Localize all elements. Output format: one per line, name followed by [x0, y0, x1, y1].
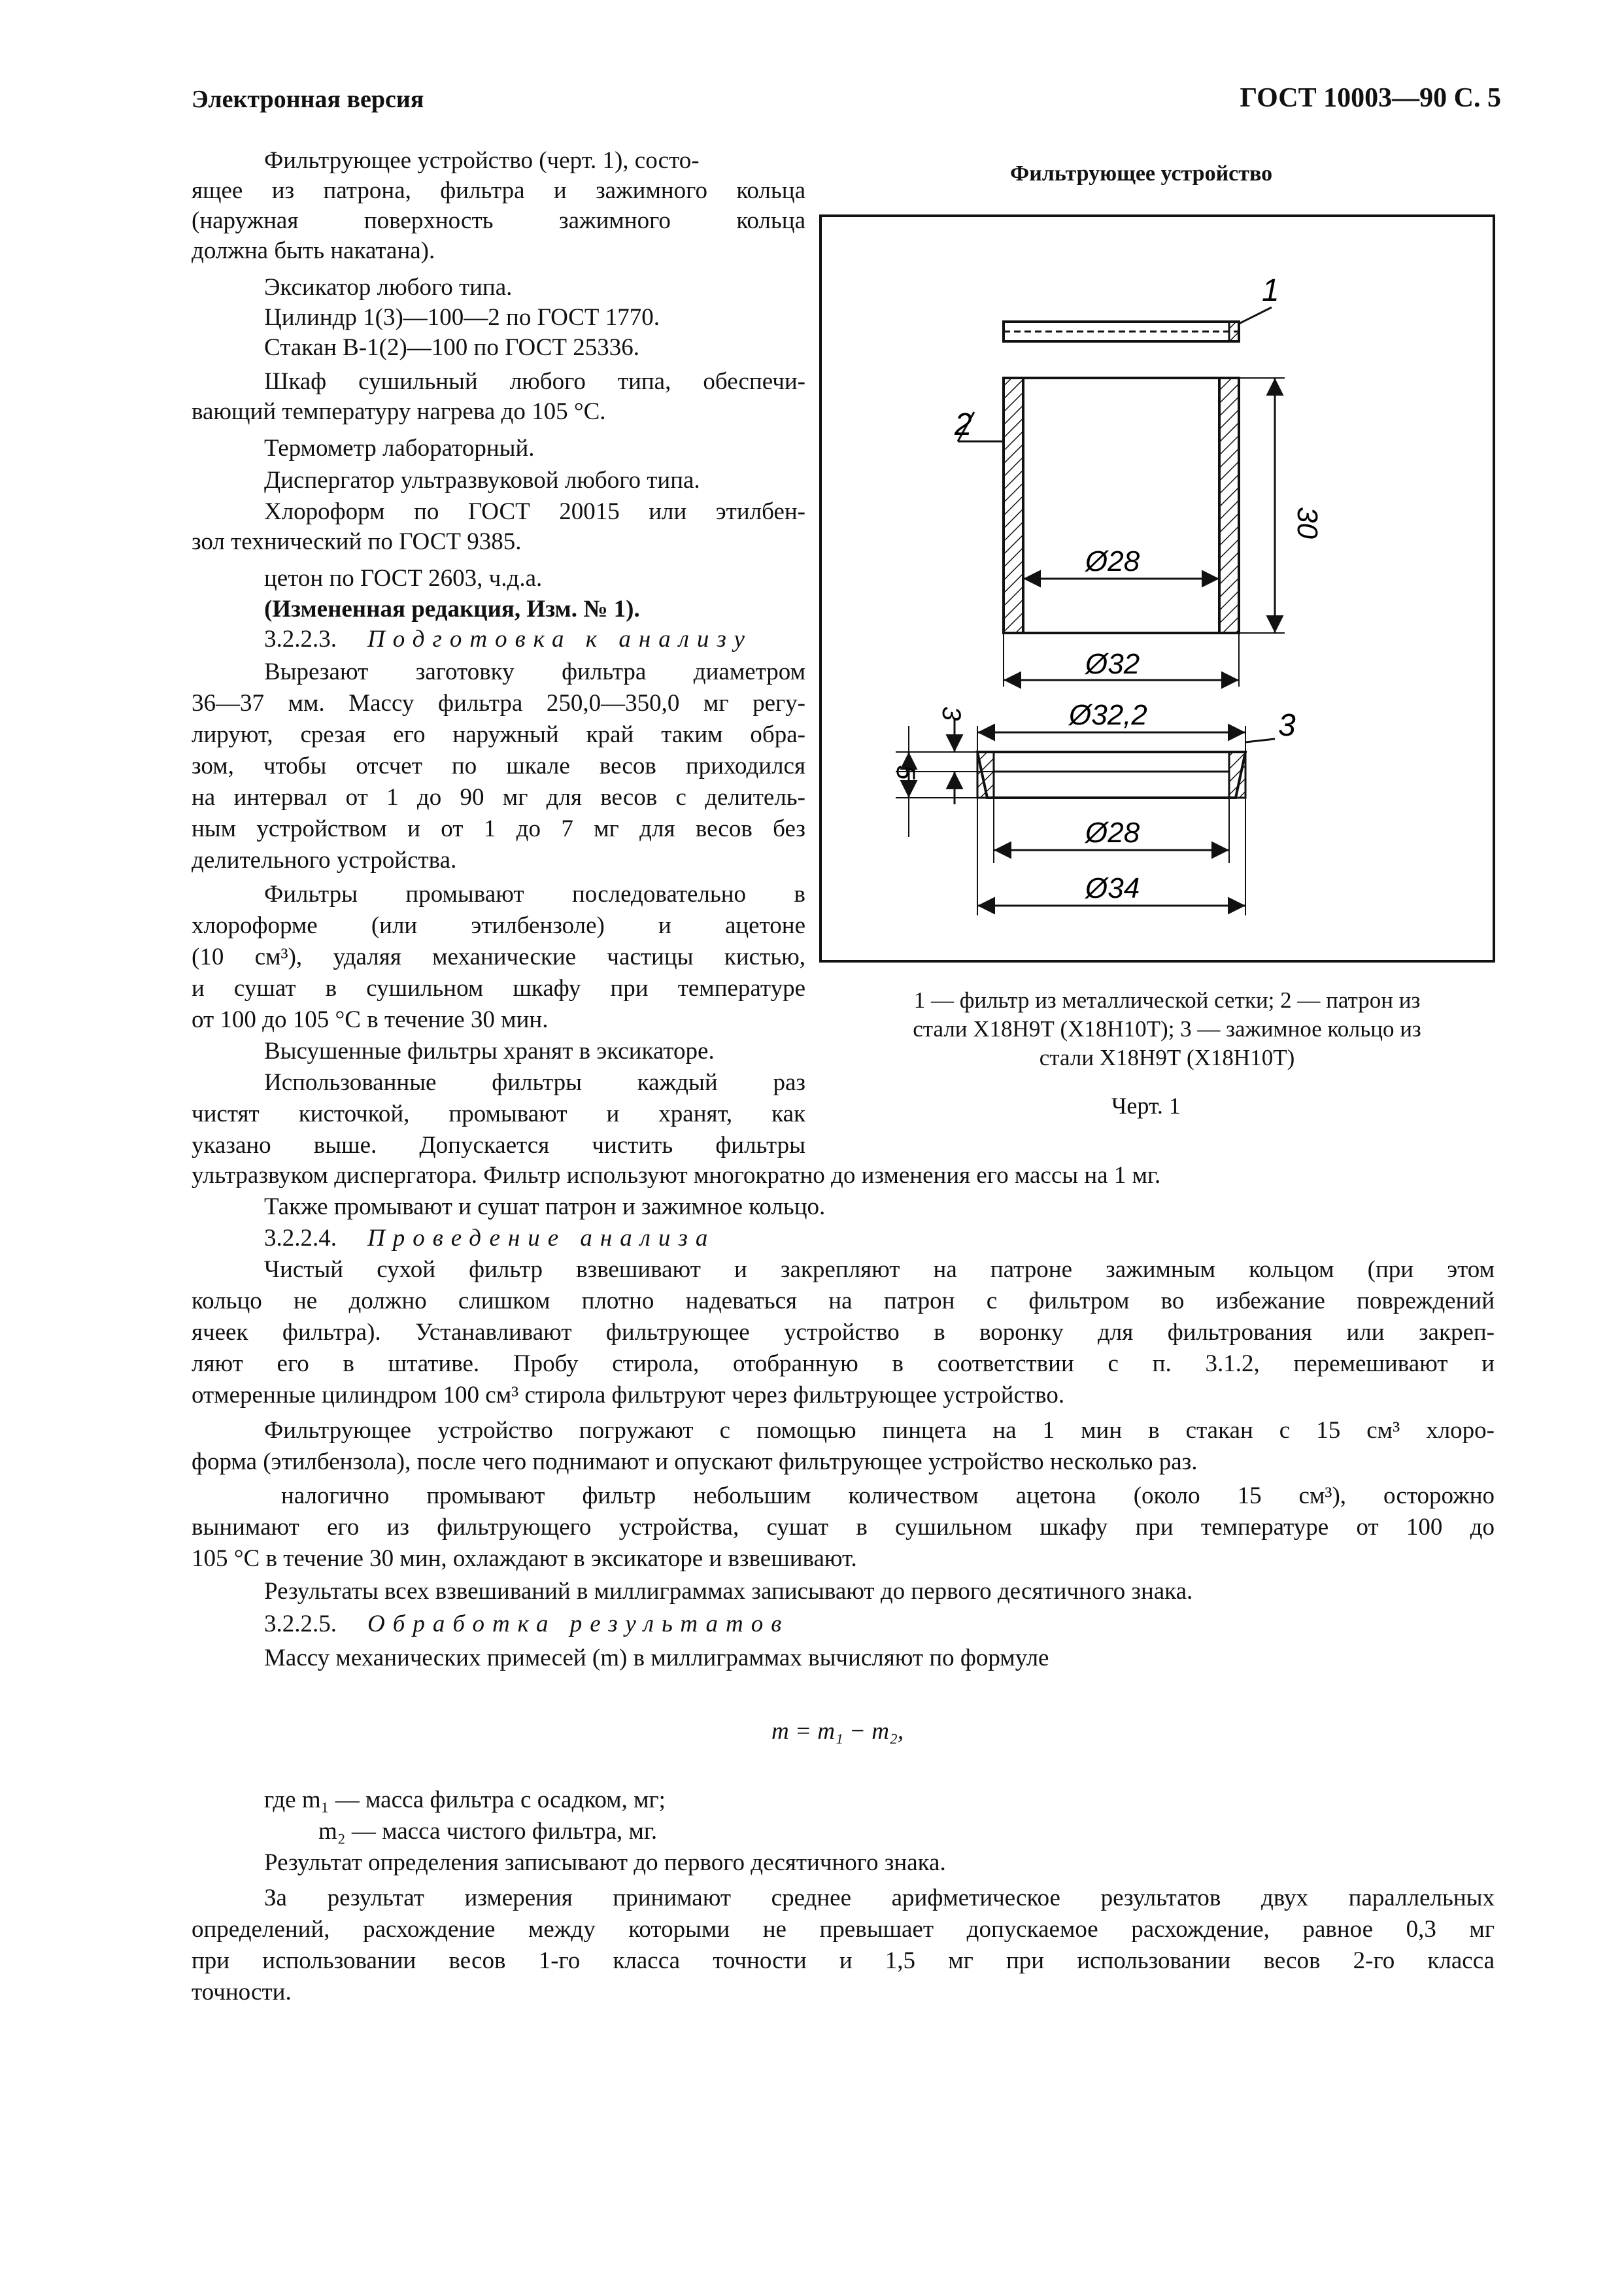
- text-line: Результаты всех взвешиваний в миллиграммах записывают до первого десятичного знака.: [264, 1578, 1193, 1605]
- text-line: должна быть накатана).: [192, 237, 435, 264]
- text-line: точности.: [192, 1979, 292, 2006]
- text-line: Стакан В-1(2)—100 по ГОСТ 25336.: [264, 334, 639, 361]
- cartridge-part: [958, 378, 1239, 633]
- text-line: цетон по ГОСТ 2603, ч.д.а.: [264, 565, 543, 592]
- section-number: 3.2.2.5.: [264, 1611, 337, 1637]
- text-line: на интервал от 1 до 90 мг для весов с делитель-: [192, 784, 805, 811]
- text-line: (наружная поверхность зажимного кольца: [192, 207, 805, 234]
- text-line: хлороформе (или этилбензоле) и ацетоне: [192, 912, 805, 939]
- text-line: ячеек фильтра). Устанавливают фильтрующее устройство в воронку для фильтрования или закреп-: [192, 1319, 1495, 1346]
- text-line: зол технический по ГОСТ 9385.: [192, 528, 522, 555]
- text-line: Чистый сухой фильтр взвешивают и закрепляют на патроне зажимным кольцом (при этом: [264, 1256, 1495, 1283]
- figure-title: Фильтрующее устройство: [1010, 162, 1273, 186]
- text-line: Цилиндр 1(3)—100—2 по ГОСТ 1770.: [264, 304, 660, 331]
- dim-d32: Ø32: [1085, 648, 1140, 680]
- text-line: чистят кисточкой, промывают и хранят, как: [192, 1101, 805, 1127]
- text-line: ультразвуком диспергатора. Фильтр используют многократно до изменения его массы на 1 мг.: [192, 1162, 1161, 1189]
- text-line: За результат измерения принимают среднее арифметическое результатов двух параллельных: [264, 1885, 1495, 1911]
- text-line: и сушат в сушильном шкафу при температуре: [192, 975, 805, 1002]
- text-line: Также промывают и сушат патрон и зажимное кольцо.: [264, 1193, 826, 1220]
- text-line: налогично промывают фильтр небольшим количеством ацетона (около 15 см³), осторожно: [281, 1482, 1495, 1509]
- text-line: Результат определения записывают до первого десятичного знака.: [264, 1849, 946, 1876]
- callout-3-label: 3: [1278, 708, 1296, 743]
- text-line: m₂ — масса чистого фильтра, мг.: [318, 1818, 658, 1845]
- text-line: ным устройством и от 1 до 7 мг для весов без: [192, 815, 805, 842]
- callout-1-label: 1: [1262, 273, 1279, 308]
- section-title: Проведение анализа: [367, 1225, 716, 1252]
- figure-drawing: [817, 209, 1497, 968]
- text-line: Термометр лабораторный.: [264, 435, 535, 462]
- text-line: где m₁ — масса фильтра с осадком, мг;: [264, 1786, 666, 1813]
- text-line: зом, чтобы отсчет по шкале весов приходился: [192, 753, 805, 779]
- text-line: кольцо не должно слишком плотно надеваться на патрон с фильтром во избежание повреждений: [192, 1288, 1495, 1314]
- section-number: 3.2.2.3.: [264, 626, 337, 653]
- text-line: лируют, срезая его наружный край таким обра-: [192, 721, 805, 748]
- text-line: Фильтрующее устройство (черт. 1), состо-: [264, 147, 700, 174]
- dim-d28-top: Ø28: [1085, 545, 1140, 577]
- text-line: ляют его в штативе. Пробу стирола, отобранную в соответствии с п. 3.1.2, перемешивают и: [192, 1350, 1495, 1377]
- text-line: Фильтры промывают последовательно в: [264, 881, 805, 908]
- running-header-left: Электронная версия: [192, 86, 424, 113]
- text-line: форма (этилбензола), после чего поднимают и опускают фильтрующее устройство несколько раз.: [192, 1448, 1198, 1475]
- running-header-right: ГОСТ 10003—90 С. 5: [1240, 83, 1501, 113]
- figure-label: Черт. 1: [1111, 1093, 1181, 1119]
- text-line: Массу механических примесей (m) в миллиграммах вычисляют по формуле: [264, 1645, 1049, 1671]
- dim-h3: 3: [937, 706, 966, 721]
- dim-d32-2: Ø32,2: [1069, 699, 1147, 731]
- section-title: Обработка результатов: [367, 1611, 790, 1637]
- text-line: Шкаф сушильный любого типа, обеспечи-: [264, 368, 805, 395]
- cartridge-dimensions: [1004, 378, 1285, 687]
- text-line: от 100 до 105 °С в течение 30 мин.: [192, 1006, 549, 1033]
- text-line: Вырезают заготовку фильтра диаметром: [264, 658, 805, 685]
- section-number: 3.2.2.4.: [264, 1225, 337, 1252]
- caption-line: 1 — фильтр из металлической сетки; 2 — патрон из: [913, 987, 1421, 1013]
- ring-dimensions: [896, 719, 1245, 915]
- clamping-ring-part: [977, 739, 1275, 798]
- text-line: (10 см³), удаляя механические частицы кистью,: [192, 944, 805, 970]
- text-line: указано выше. Допускается чистить фильтры: [192, 1132, 805, 1159]
- text-line: Фильтрующее устройство погружают с помощью пинцета на 1 мин в стакан с 15 см³ хлоро-: [264, 1417, 1495, 1444]
- text-line: Высушенные фильтры хранят в эксикаторе.: [264, 1038, 715, 1065]
- formula: m = m₁ − m₂,: [771, 1718, 904, 1745]
- figure-caption: [843, 986, 1491, 1072]
- dim-d34: Ø34: [1085, 872, 1140, 904]
- section-title: Подготовка к анализу: [367, 626, 753, 653]
- text-line: Использованные фильтры каждый раз: [264, 1069, 805, 1096]
- text-line: при использовании весов 1-го класса точности и 1,5 мг при использовании весов 2-го класса: [192, 1947, 1495, 1974]
- text-line: отмеренные цилиндром 100 см³ стирола фильтруют через фильтрующее устройство.: [192, 1382, 1065, 1409]
- caption-line: стали Х18Н9Т (Х18Н10Т): [1039, 1045, 1295, 1070]
- text-line: 105 °С в течение 30 мин, охлаждают в эксикаторе и взвешивают.: [192, 1545, 857, 1572]
- text-line: вынимают его из фильтрующего устройства, сушат в сушильном шкафу при температуре от 100 до: [192, 1514, 1495, 1541]
- dim-d28-bottom: Ø28: [1085, 817, 1140, 849]
- text-line: Хлороформ по ГОСТ 20015 или этилбен-: [264, 498, 805, 525]
- dim-h5: 5: [891, 765, 920, 780]
- text-line: Эксикатор любого типа.: [264, 274, 513, 301]
- caption-line: стали Х18Н9Т (Х18Н10Т); 3 — зажимное кольцо из: [913, 1016, 1421, 1042]
- dim-h30: 30: [1291, 507, 1323, 539]
- text-line: ящее из патрона, фильтра и зажимного кольца: [192, 177, 805, 204]
- callout-2-label: 2: [955, 407, 972, 442]
- text-line: 36—37 мм. Массу фильтра 250,0—350,0 мг регу-: [192, 690, 805, 717]
- text-line: Диспергатор ультразвуковой любого типа.: [264, 467, 700, 494]
- amendment-note: (Измененная редакция, Изм. № 1).: [264, 596, 640, 623]
- text-line: делительного устройства.: [192, 847, 457, 874]
- filter-mesh-part: [1004, 307, 1272, 341]
- text-line: вающий температуру нагрева до 105 °С.: [192, 398, 606, 425]
- text-line: определений, расхождение между которыми не превышает допускаемое расхождение, равное 0,3 мг: [192, 1916, 1495, 1943]
